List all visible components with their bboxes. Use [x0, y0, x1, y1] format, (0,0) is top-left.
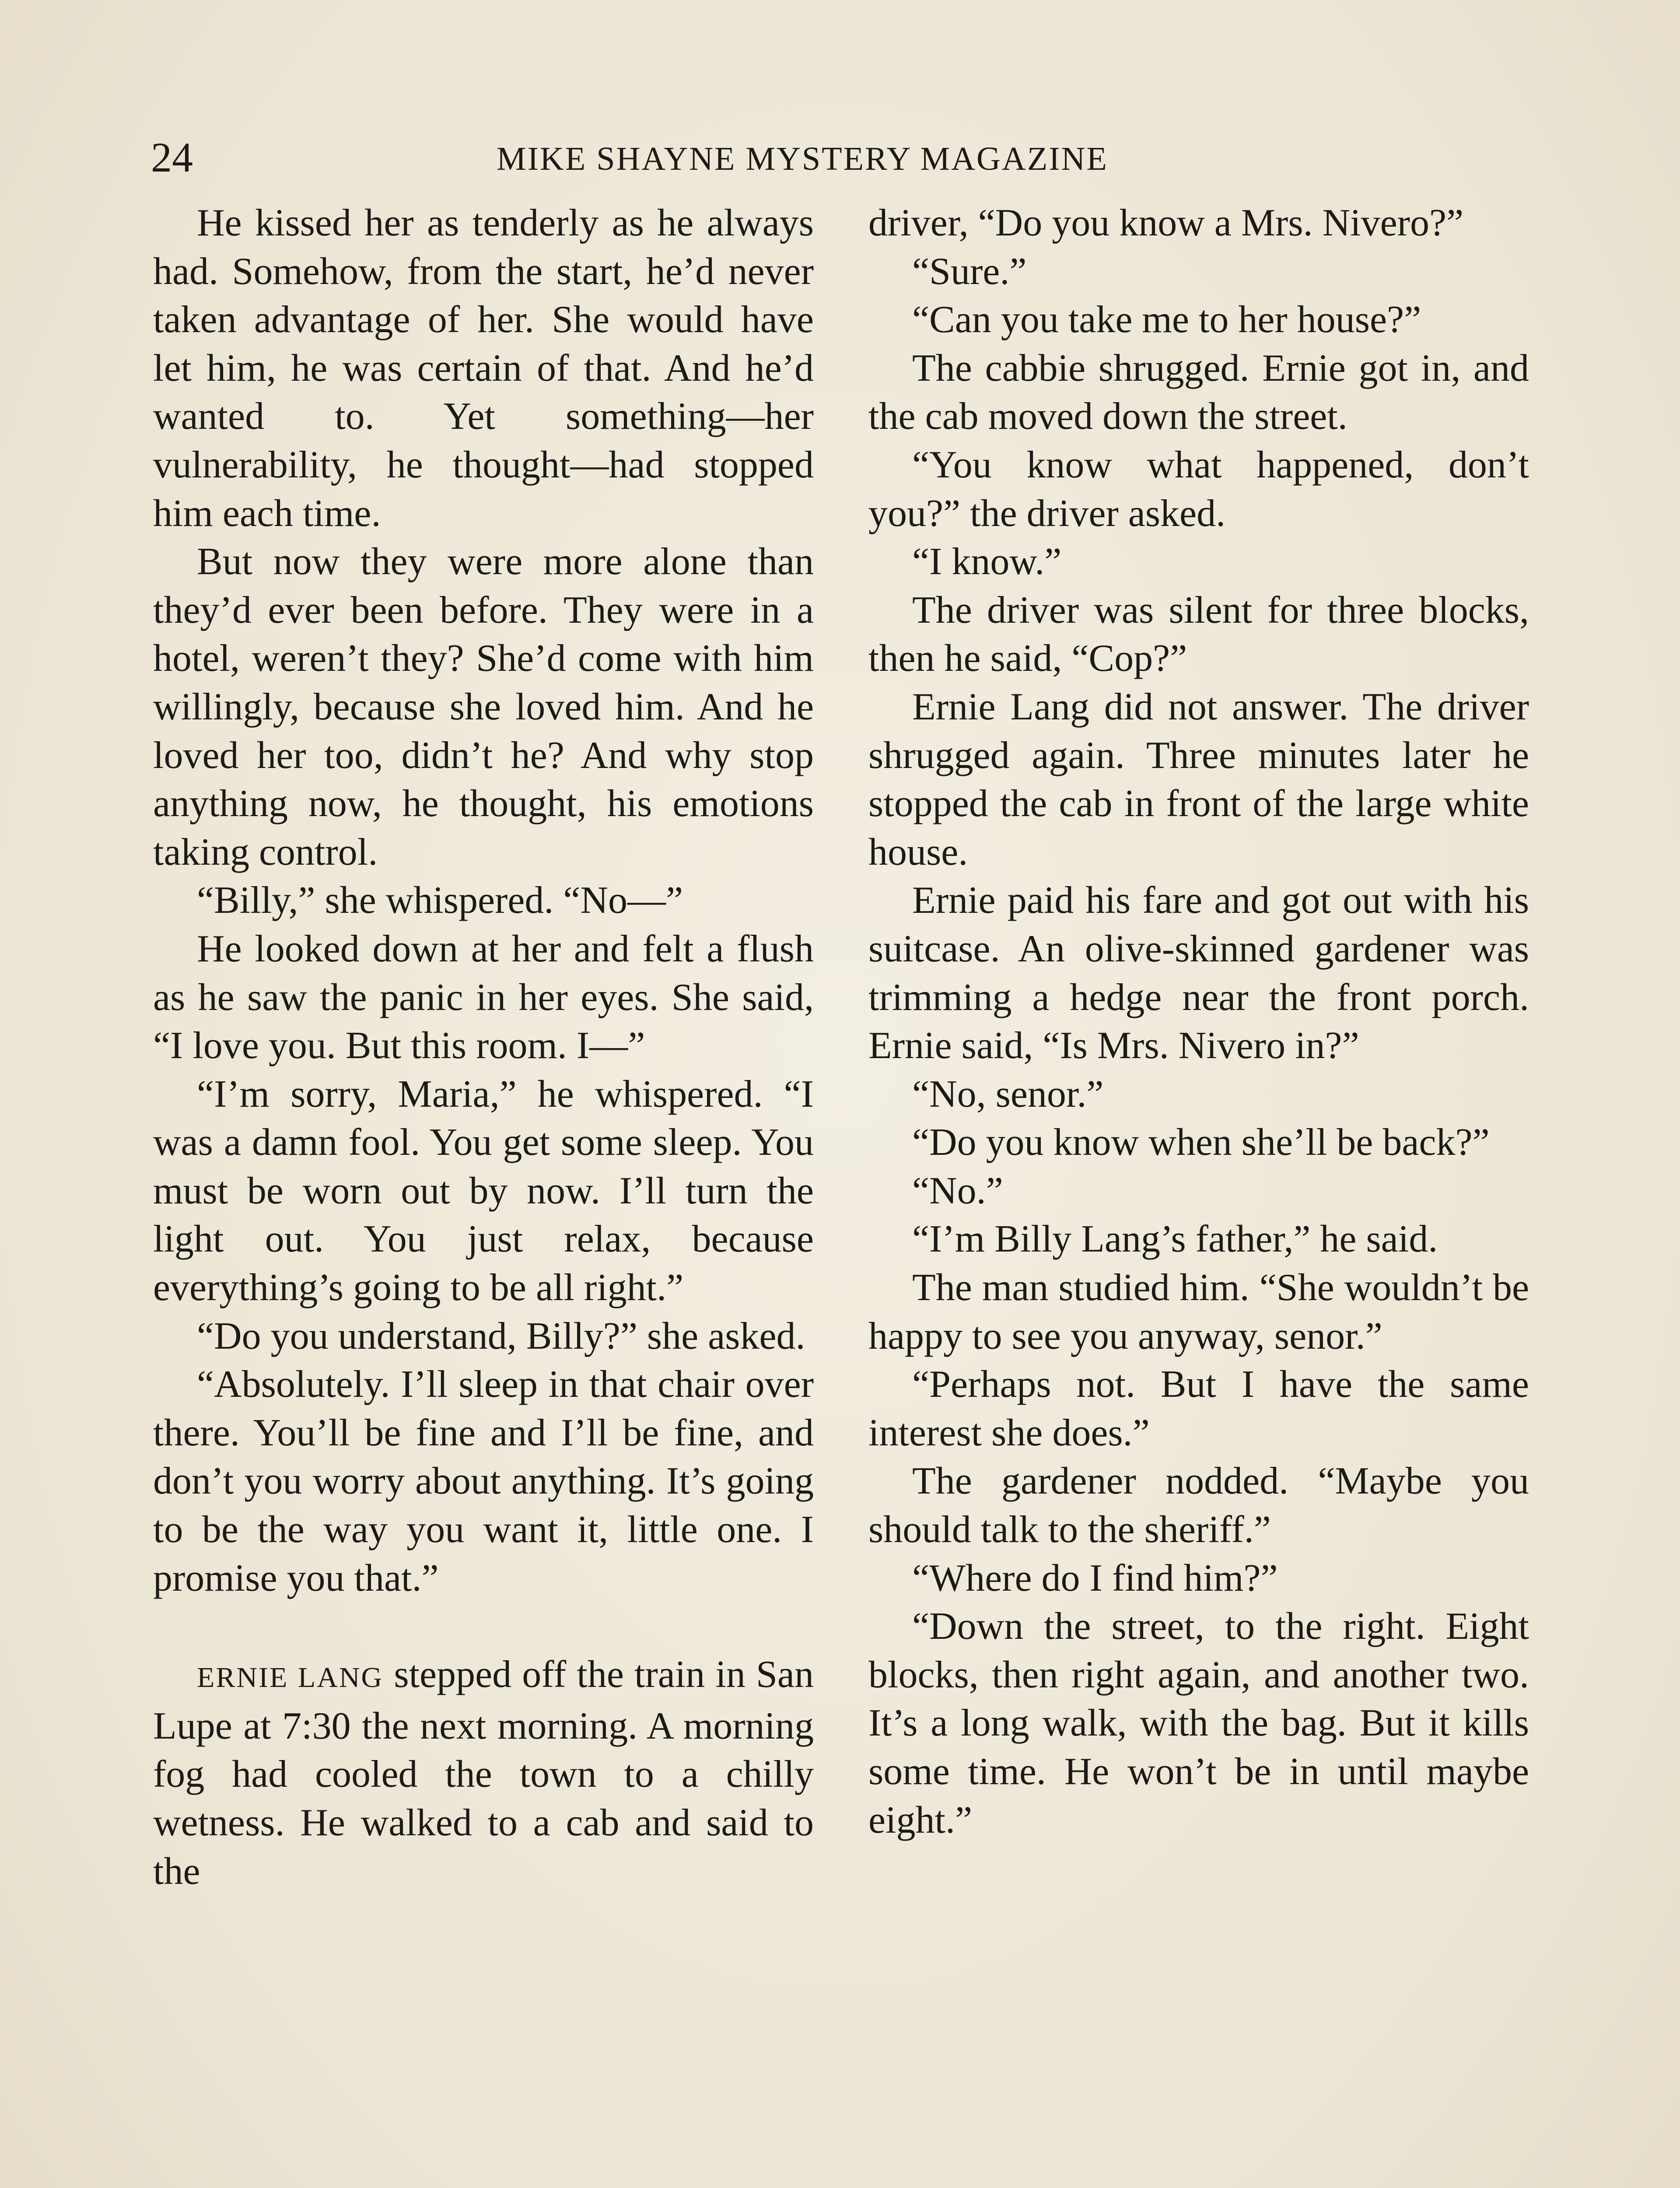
paragraph: He looked down at her and felt a flush as he saw the panic in her eyes. She said, “I love you. But this room. I—”	[153, 927, 814, 1067]
paragraph: “Absolutely. I’ll sleep in that chair over there. You’ll be fine and I’ll be fine, and don’t you worry about anything. It’s going to be the way you want it, little one. I promise you that.”	[153, 1363, 814, 1599]
paragraph: The gardener nodded. “Maybe you should talk to the sheriff.”	[868, 1460, 1529, 1551]
page-number: 24	[151, 134, 193, 181]
right-column	[868, 199, 1529, 1844]
paragraph: The cabbie shrugged. Ernie got in, and the cab moved down the street.	[868, 347, 1529, 438]
paragraph: “Do you understand, Billy?” she asked.	[197, 1315, 805, 1357]
paragraph: Ernie Lang did not answer. The driver shrugged again. Three minutes later he stopped the cab in front of the large white house.	[868, 685, 1529, 873]
paragraph: But now they were more alone than they’d ever been before. They were in a hotel, weren’t they? She’d come with him willingly, because she loved him. And he loved her too, didn’t he? And why stop anything now, he thought, his emotions taking control.	[153, 540, 814, 873]
paragraph: “I’m Billy Lang’s father,” he said.	[912, 1218, 1438, 1261]
paragraph: “I know.”	[912, 540, 1062, 583]
left-column	[153, 199, 814, 1896]
page-header	[151, 131, 1529, 184]
paragraph: The driver was silent for three blocks, then he said, “Cop?”	[868, 589, 1529, 680]
running-title: MIKE SHAYNE MYSTERY MAGAZINE	[497, 140, 1108, 177]
paragraph: He kissed her as tenderly as he always had. Somehow, from the start, he’d never taken advantage of her. She would have let him, he was certain of that. And he’d wanted to. Yet something—her vulnerability, he thought—had stopped him each time.	[153, 202, 814, 535]
paragraph: “You know what happened, don’t you?” the driver asked.	[868, 443, 1529, 535]
section-opening-text: stepped off the train in San Lupe at 7:30 the next morning. A morning fog had cooled the town to a chilly wetness. He walked to a cab and said to the	[153, 1653, 814, 1893]
paragraph: “Do you know when she’ll be back?”	[912, 1121, 1490, 1164]
paragraph: “No.”	[912, 1169, 1003, 1212]
paragraph: “Billy,” she whispered. “No—”	[197, 879, 683, 922]
continuation-paragraph: driver, “Do you know a Mrs. Nivero?”	[868, 202, 1464, 244]
paragraph: The man studied him. “She wouldn’t be happy to see you anyway, senor.”	[868, 1266, 1529, 1357]
paragraph: Ernie paid his fare and got out with his suitcase. An olive-skinned gardener was trimming a hedge near the front porch. Ernie said, “Is Mrs. Nivero in?”	[868, 879, 1529, 1067]
paragraph: “Sure.”	[912, 250, 1027, 293]
section-opening-paragraph	[153, 1651, 814, 1896]
paragraph: “I’m sorry, Maria,” he whispered. “I was a damn fool. You get some sleep. You must be worn out by now. I’ll turn the light out. You just relax, because everything’s going to be all right.”	[153, 1073, 814, 1309]
section-break	[153, 1602, 814, 1651]
paragraph: “Where do I find him?”	[912, 1557, 1278, 1599]
section-opening-caps: ERNIE LANG	[197, 1662, 384, 1694]
paragraph: “Can you take me to her house?”	[912, 298, 1421, 341]
paragraph: “No, senor.”	[912, 1073, 1104, 1115]
paragraph: “Down the street, to the right. Eight blocks, then right again, and another two. It’s a long walk, with the bag. But it kills some time. He won’t be in until maybe eight.”	[868, 1605, 1529, 1841]
paragraph: “Perhaps not. But I have the same interest she does.”	[868, 1363, 1529, 1454]
